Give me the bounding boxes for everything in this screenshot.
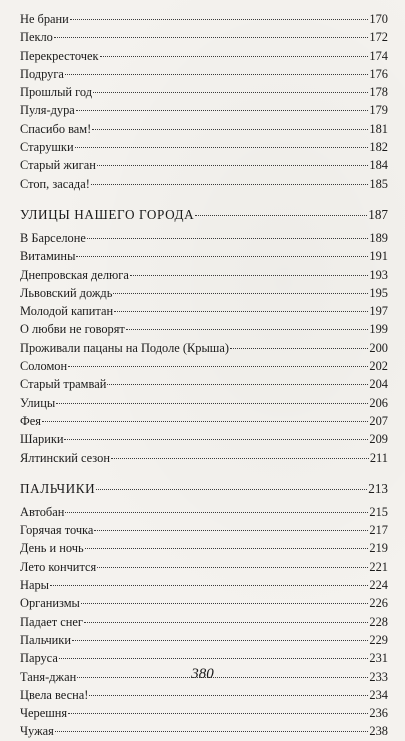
toc-entry bbox=[20, 156, 388, 174]
section-title: УЛИЦЫ НАШЕГО ГОРОДА bbox=[20, 206, 195, 222]
dot-leader bbox=[96, 488, 367, 490]
entry-title: Черешня bbox=[20, 706, 68, 721]
entry-title: Нары bbox=[20, 578, 49, 593]
toc-entry bbox=[20, 10, 388, 28]
toc-entry bbox=[20, 229, 388, 247]
table-of-contents bbox=[20, 10, 388, 741]
toc-entry bbox=[20, 320, 388, 338]
dot-leader bbox=[76, 109, 369, 111]
toc-entry bbox=[20, 284, 388, 302]
entry-title: Прошлый год bbox=[20, 85, 93, 100]
dot-leader bbox=[97, 566, 368, 568]
entry-title: Таня-джан bbox=[20, 669, 77, 684]
entry-title: Спасибо вам! bbox=[20, 121, 92, 136]
entry-title: Лето кончится bbox=[20, 559, 97, 574]
entry-title: Падает снег bbox=[20, 614, 83, 629]
entry-page: 234 bbox=[369, 687, 388, 702]
section-title: ПАЛЬЧИКИ bbox=[20, 480, 96, 496]
dot-leader bbox=[85, 547, 369, 549]
toc-entry bbox=[20, 649, 388, 667]
entry-page: 226 bbox=[369, 596, 388, 611]
entry-page: 217 bbox=[369, 523, 388, 538]
entry-title: Старушки bbox=[20, 140, 74, 155]
entry-page: 195 bbox=[369, 285, 388, 300]
toc-entry bbox=[20, 83, 388, 101]
entry-title: Горячая точка bbox=[20, 523, 94, 538]
entry-page: 219 bbox=[369, 541, 388, 556]
entry-title: Стоп, засада! bbox=[20, 176, 90, 191]
entry-page: 211 bbox=[369, 450, 388, 465]
toc-entry bbox=[20, 521, 388, 539]
entry-page: 185 bbox=[369, 176, 388, 191]
toc-entry bbox=[20, 120, 388, 138]
entry-page: 176 bbox=[369, 66, 388, 81]
entry-page: 221 bbox=[369, 559, 388, 574]
entry-page: 233 bbox=[369, 669, 388, 684]
entry-title: Чужая bbox=[20, 724, 54, 739]
toc-entry bbox=[20, 138, 388, 156]
entry-title: Старый жиган bbox=[20, 158, 96, 173]
entry-page: 206 bbox=[369, 395, 388, 410]
toc-entry bbox=[20, 576, 388, 594]
dot-leader bbox=[68, 712, 368, 714]
toc-entry bbox=[20, 175, 388, 193]
entry-title: Львовский дождь bbox=[20, 285, 113, 300]
toc-entry bbox=[20, 339, 388, 357]
entry-title: Молодой капитан bbox=[20, 304, 114, 319]
dot-leader bbox=[64, 438, 368, 440]
entry-title: Днепровская делюга bbox=[20, 267, 129, 282]
dot-leader bbox=[59, 657, 369, 659]
entry-title: Шарики bbox=[20, 432, 64, 447]
toc-entry bbox=[20, 247, 388, 265]
entry-title: Старый трамвай bbox=[20, 377, 107, 392]
entry-page: 238 bbox=[369, 724, 388, 739]
toc-entry bbox=[20, 412, 388, 430]
toc-entry bbox=[20, 375, 388, 393]
toc-entry bbox=[20, 302, 388, 320]
dot-leader bbox=[42, 420, 368, 422]
toc-entry bbox=[20, 28, 388, 46]
entry-title: Проживали пацаны на Подоле (Крыша) bbox=[20, 340, 229, 355]
toc-entry bbox=[20, 503, 388, 521]
entry-page: 200 bbox=[369, 340, 388, 355]
entry-page: 182 bbox=[369, 140, 388, 155]
dot-leader bbox=[56, 402, 368, 404]
toc-entry bbox=[20, 394, 388, 412]
section-page: 213 bbox=[368, 480, 388, 496]
entry-title: Перекресточек bbox=[20, 48, 99, 63]
toc-entry bbox=[20, 631, 388, 649]
dot-leader bbox=[107, 383, 368, 385]
entry-title: Пекло bbox=[20, 30, 53, 45]
dot-leader bbox=[195, 214, 367, 216]
dot-leader bbox=[93, 91, 368, 93]
toc-entry bbox=[20, 47, 388, 65]
entry-title: Паруса bbox=[20, 651, 58, 666]
toc-entry bbox=[20, 704, 388, 722]
dot-leader bbox=[126, 328, 369, 330]
entry-page: 170 bbox=[369, 12, 388, 26]
entry-page: 181 bbox=[369, 121, 388, 136]
section-heading bbox=[20, 205, 388, 225]
entry-page: 172 bbox=[369, 30, 388, 45]
entry-page: 199 bbox=[369, 322, 388, 337]
entry-title: В Барселоне bbox=[20, 230, 86, 245]
entry-page: 236 bbox=[369, 706, 388, 721]
dot-leader bbox=[50, 584, 368, 586]
toc-entry bbox=[20, 266, 388, 284]
entry-page: 193 bbox=[369, 267, 388, 282]
entry-title: Фея bbox=[20, 413, 41, 428]
dot-leader bbox=[87, 237, 369, 239]
dot-leader bbox=[97, 164, 369, 166]
toc-entry bbox=[20, 449, 388, 467]
dot-leader bbox=[111, 457, 369, 459]
entry-page: 228 bbox=[369, 614, 388, 629]
entry-title: Не брани bbox=[20, 12, 69, 26]
entry-title: Соломон bbox=[20, 359, 68, 374]
dot-leader bbox=[54, 36, 369, 38]
entry-page: 229 bbox=[369, 632, 388, 647]
entry-page: 184 bbox=[369, 158, 388, 173]
entry-page: 224 bbox=[369, 578, 388, 593]
dot-leader bbox=[91, 183, 369, 185]
entry-title: Витамины bbox=[20, 249, 76, 264]
page-number: 380 bbox=[191, 666, 214, 682]
entry-title: Автобан bbox=[20, 504, 65, 519]
entry-page: 215 bbox=[369, 504, 388, 519]
dot-leader bbox=[100, 55, 369, 57]
dot-leader bbox=[94, 529, 368, 531]
dot-leader bbox=[84, 621, 368, 623]
entry-title: Подруга bbox=[20, 66, 64, 81]
dot-leader bbox=[55, 730, 369, 732]
toc-entry bbox=[20, 101, 388, 119]
section-heading bbox=[20, 479, 388, 499]
toc-entry bbox=[20, 594, 388, 612]
toc-entry bbox=[20, 65, 388, 83]
dot-leader bbox=[92, 128, 368, 130]
dot-leader bbox=[68, 365, 368, 367]
entry-title: О любви не говорят bbox=[20, 322, 125, 337]
toc-entry bbox=[20, 613, 388, 631]
dot-leader bbox=[89, 694, 368, 696]
entry-page: 178 bbox=[369, 85, 388, 100]
entry-title: Организмы bbox=[20, 596, 80, 611]
entry-title: Ялтинский сезон bbox=[20, 450, 110, 465]
toc-entry bbox=[20, 558, 388, 576]
toc-entry bbox=[20, 686, 388, 704]
dot-leader bbox=[76, 255, 368, 257]
dot-leader bbox=[113, 292, 368, 294]
dot-leader bbox=[65, 73, 369, 75]
toc-entry bbox=[20, 539, 388, 557]
dot-leader bbox=[114, 310, 368, 312]
toc-entry bbox=[20, 357, 388, 375]
entry-page: 191 bbox=[369, 249, 388, 264]
dot-leader bbox=[65, 511, 368, 513]
entry-page: 174 bbox=[369, 48, 388, 63]
entry-page: 207 bbox=[369, 413, 388, 428]
entry-page: 189 bbox=[369, 230, 388, 245]
dot-leader bbox=[81, 602, 369, 604]
entry-title: Пуля-дура bbox=[20, 103, 75, 118]
entry-title: Пальчики bbox=[20, 632, 71, 647]
entry-page: 197 bbox=[369, 304, 388, 319]
dot-leader bbox=[75, 146, 369, 148]
toc-entry bbox=[20, 722, 388, 740]
entry-title: День и ночь bbox=[20, 541, 84, 556]
dot-leader bbox=[230, 347, 368, 349]
entry-page: 209 bbox=[369, 432, 388, 447]
entry-title: Улицы bbox=[20, 395, 56, 410]
dot-leader bbox=[130, 274, 369, 276]
entry-page: 202 bbox=[369, 359, 388, 374]
dot-leader bbox=[70, 18, 369, 20]
toc-entry bbox=[20, 430, 388, 448]
entry-page: 204 bbox=[369, 377, 388, 392]
entry-title: Цвела весна! bbox=[20, 687, 89, 702]
section-page: 187 bbox=[368, 206, 388, 222]
entry-page: 179 bbox=[369, 103, 388, 118]
entry-page: 231 bbox=[369, 651, 388, 666]
dot-leader bbox=[72, 639, 368, 641]
